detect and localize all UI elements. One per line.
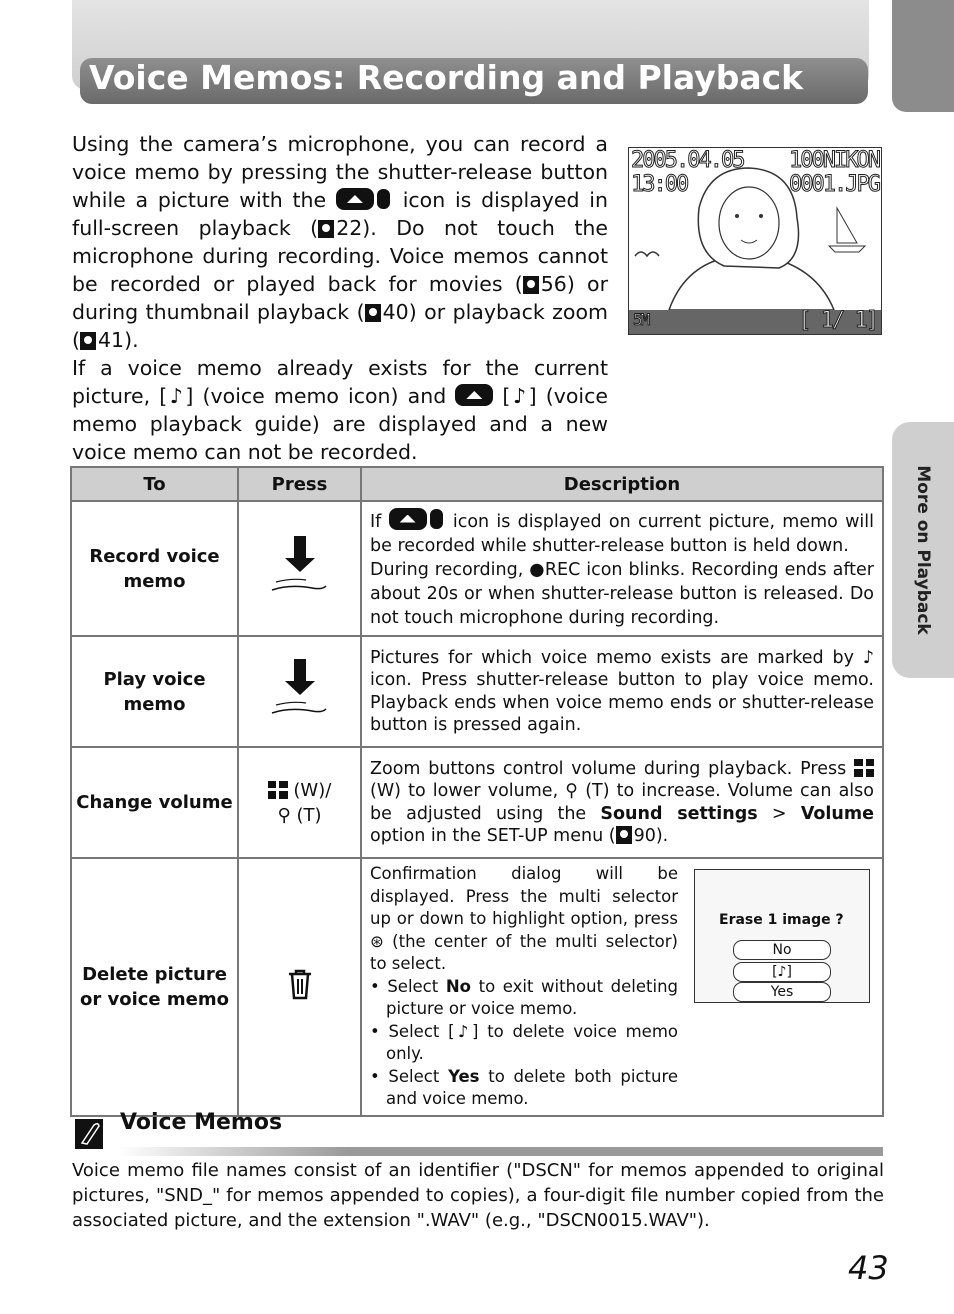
table-row (71, 636, 883, 747)
microphone-icon (430, 509, 443, 529)
playback-button-icon (389, 508, 427, 530)
voice-memo-table (70, 466, 884, 1117)
camera-time: 13:00 (631, 172, 688, 197)
row-action: Record voice memo (71, 501, 238, 636)
desc-text: (W) to lower volume, ⚲ (T) to increase. Volume can also be adjusted using the (370, 781, 874, 824)
desc-text: Zoom buttons control volume during playback. Press (370, 758, 847, 779)
row-description: Pictures for which voice memo exists are marked by ♪ icon. Press shutter-release button to play voice memo. Playback ends when voice memo ends or shutter-release button is pressed again. (361, 636, 883, 747)
desc-text: • Select (370, 1066, 440, 1086)
intro-text-part: icon is displayed in full-screen playback ( (72, 188, 608, 240)
intro-text-part: If a voice memo already exists for the current picture, [♪] (voice memo icon) and (72, 356, 608, 408)
intro-text-part: 22). Do not touch the microphone during recording. Voice memos cannot be recorded or played back for movies ( (72, 216, 609, 296)
intro-text-part: 41). (98, 328, 139, 352)
page-title: Voice Memos: Recording and Playback (89, 58, 804, 97)
intro-text-part: 40) or playback zoom ( (72, 300, 608, 352)
desc-text: • Select (370, 976, 439, 996)
col-header-press: Press (238, 467, 361, 501)
dialog-option-no: No (733, 940, 831, 960)
row-description (361, 747, 883, 858)
row-control (238, 858, 361, 1116)
option-name: No (445, 976, 471, 996)
row-control (238, 747, 361, 858)
side-tab-label: More on Playback (913, 465, 933, 635)
playback-button-icon (336, 188, 374, 210)
erase-dialog-illustration (694, 869, 870, 1003)
col-header-description: Description (361, 467, 883, 501)
desc-text: option in the SET-UP menu ( (370, 826, 616, 846)
desc-text: icon is displayed on current picture, memo will be recorded while shutter-release button is held down. (370, 511, 874, 556)
camera-file: 0001.JPG (789, 172, 879, 197)
camera-status-bar (629, 310, 881, 334)
page-reference-icon (318, 220, 334, 238)
desc-text: During recording, ●REC icon blinks. Recording ends after about 20s or when shutter-release button is released. Do not touch microphone during recording. (370, 559, 874, 628)
section-side-tab (892, 422, 954, 678)
camera-mode: 5M (633, 310, 649, 329)
intro-text-part: [♪] (voice memo playback guide) are displayed and a new voice memo can not be recorded. (72, 384, 608, 464)
dialog-option-yes: Yes (733, 982, 831, 1002)
page-reference-icon (523, 276, 539, 294)
desc-text: to delete both picture and voice memo. (386, 1066, 679, 1108)
menu-name: Sound settings (600, 803, 758, 824)
page-number: 43 (848, 1249, 889, 1287)
microphone-icon (377, 189, 390, 209)
table-row (71, 858, 883, 1116)
delete-instructions (370, 863, 678, 1111)
table-row (71, 501, 883, 636)
row-description (361, 858, 883, 1116)
shutter-press-icon (268, 657, 332, 721)
camera-frame-counter: [ 1/ 1] (798, 308, 877, 333)
page-reference-icon (365, 304, 381, 322)
zoom-in-icon: ⚲ (277, 804, 291, 826)
desc-text: to exit without deleting picture or voice memo. (386, 976, 679, 1018)
page-reference-icon (616, 826, 632, 844)
note-title: Voice Memos (120, 1110, 283, 1135)
corner-tab (892, 0, 954, 112)
bullet-item (370, 1066, 678, 1111)
desc-text: > (771, 803, 787, 824)
table-header-row (71, 467, 883, 501)
desc-text: 90). (633, 826, 669, 846)
menu-name: Volume (800, 803, 874, 824)
title-bar (80, 58, 868, 104)
note-pencil-icon (75, 1119, 103, 1149)
intro-text-part: 56) or during thumbnail playback ( (72, 272, 608, 324)
thumbnail-zoom-out-icon (268, 781, 288, 799)
intro-paragraph-1 (72, 130, 608, 354)
option-name: Yes (448, 1066, 480, 1086)
page-reference-icon (80, 332, 96, 350)
camera-folder: 100NIKON (789, 148, 879, 173)
camera-date: 2005.04.05 (631, 148, 744, 173)
trash-icon (286, 968, 314, 1000)
bullet-item (370, 976, 678, 1021)
note-divider (118, 1147, 883, 1156)
pencil-icon (75, 1119, 103, 1149)
intro-paragraph-2 (72, 354, 608, 466)
row-action: Delete picture or voice memo (71, 858, 238, 1116)
table-row (71, 747, 883, 858)
shutter-press-icon (268, 534, 332, 598)
row-description (361, 501, 883, 636)
desc-text: If (370, 511, 382, 532)
dialog-option-memo: [♪] (733, 962, 831, 982)
dialog-title: Erase 1 image ? (719, 912, 844, 928)
intro-text-part: Using the camera’s microphone, you can record a voice memo by pressing the shutter-release button while a picture with the (72, 132, 608, 212)
press-text: (W)/ (293, 779, 332, 801)
row-control (238, 501, 361, 636)
col-header-to: To (71, 467, 238, 501)
row-action: Play voice memo (71, 636, 238, 747)
note-text: Voice memo file names consist of an identifier ("DSCN" for memos appended to original pictures, "SND_" for memos appended to copies), a four-digit file number copied from the associated picture, and the extension ".WAV" (e.g., "DSCN0015.WAV"). (72, 1160, 884, 1231)
playback-button-icon (455, 384, 493, 406)
desc-intro: Confirmation dialog will be displayed. Press the multi selector up or down to highlight option, press ⊛ (the center of the multi selector) to select. (370, 864, 678, 973)
row-action: Change volume (71, 747, 238, 858)
row-control (238, 636, 361, 747)
thumbnail-zoom-out-icon (854, 759, 874, 777)
bullet-item: • Select [♪] to delete voice memo only. (370, 1021, 678, 1063)
press-text: (T) (296, 804, 322, 826)
camera-screen-illustration (628, 147, 882, 335)
intro-text (72, 130, 608, 466)
